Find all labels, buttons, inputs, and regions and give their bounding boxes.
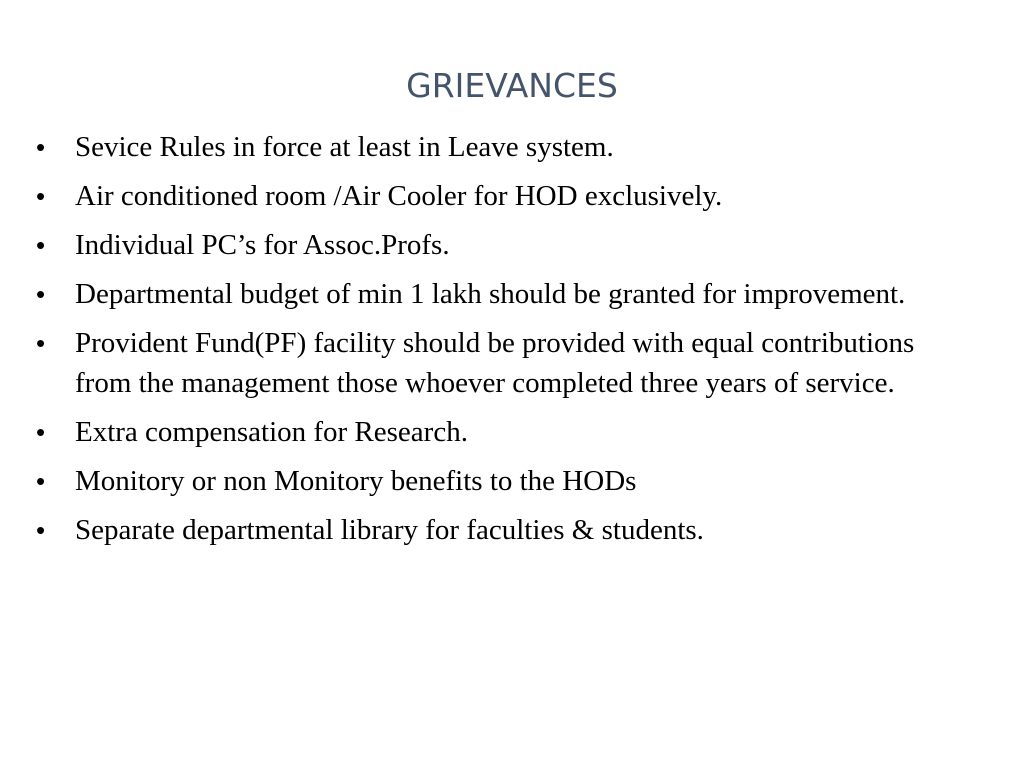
bullet-icon: •: [36, 181, 46, 211]
list-item-text: Monitory or non Monitory benefits to the HODs: [75, 465, 637, 497]
list-item: [36, 461, 936, 501]
list-item: [36, 323, 936, 403]
list-item-text: Air conditioned room /Air Cooler for HOD exclusively.: [75, 180, 723, 212]
bullet-icon: •: [36, 132, 46, 162]
bullet-icon: •: [36, 328, 46, 358]
list-item-text: Provident Fund(PF) facility should be provided with equal contributions from the management those whoever completed three years of service.: [75, 327, 915, 399]
list-item-text: Separate departmental library for faculties & students.: [75, 514, 704, 546]
bullet-icon: •: [36, 230, 46, 260]
bullet-list: [36, 127, 936, 559]
list-item: [36, 412, 936, 452]
list-item: [36, 225, 936, 265]
list-item: [36, 510, 936, 550]
list-item-text: Departmental budget of min 1 lakh should be granted for improvement.: [75, 278, 906, 310]
list-item-text: Extra compensation for Research.: [75, 416, 468, 448]
list-item: [36, 127, 936, 167]
bullet-icon: •: [36, 279, 46, 309]
list-item-text: Individual PC’s for Assoc.Profs.: [75, 229, 450, 261]
bullet-icon: •: [36, 515, 46, 545]
list-item: [36, 274, 936, 314]
slide-title: GRIEVANCES: [406, 66, 618, 105]
bullet-icon: •: [36, 466, 46, 496]
list-item: [36, 176, 936, 216]
list-item-text: Sevice Rules in force at least in Leave system.: [75, 131, 614, 163]
bullet-icon: •: [36, 417, 46, 447]
